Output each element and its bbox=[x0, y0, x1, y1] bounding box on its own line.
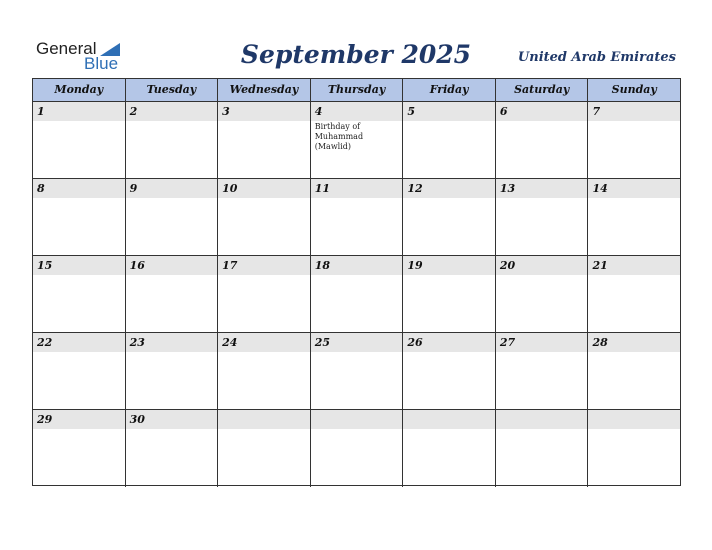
day-cell bbox=[310, 333, 403, 409]
weekday-header-row bbox=[33, 79, 680, 102]
day-cell bbox=[125, 102, 218, 178]
day-cell bbox=[402, 410, 495, 487]
day-number-band bbox=[218, 410, 310, 429]
day-cell bbox=[310, 410, 403, 487]
weekday-header: Friday bbox=[402, 79, 495, 101]
day-number-band bbox=[311, 102, 403, 121]
day-number-band bbox=[33, 102, 125, 121]
day-number: 18 bbox=[314, 259, 331, 272]
day-number: 22 bbox=[37, 336, 53, 349]
day-cell bbox=[310, 102, 403, 178]
day-number: 30 bbox=[129, 413, 145, 426]
country-name: United Arab Emirates bbox=[517, 50, 676, 65]
day-number: 19 bbox=[407, 259, 423, 272]
weekday-header: Wednesday bbox=[217, 79, 310, 101]
day-number-band bbox=[403, 410, 495, 429]
day-number: 5 bbox=[407, 105, 415, 118]
week-row bbox=[33, 256, 680, 333]
day-cell bbox=[310, 256, 403, 332]
day-cell bbox=[217, 256, 310, 332]
calendar-grid bbox=[32, 78, 681, 486]
day-number-band bbox=[496, 410, 588, 429]
day-number: 11 bbox=[314, 182, 331, 195]
weekday-header: Thursday bbox=[310, 79, 403, 101]
day-number-band bbox=[588, 410, 680, 429]
day-number: 14 bbox=[592, 182, 608, 195]
day-cell bbox=[402, 256, 495, 332]
day-cell bbox=[495, 102, 588, 178]
day-cell bbox=[125, 179, 218, 255]
day-cell bbox=[587, 333, 680, 409]
day-number: 16 bbox=[129, 259, 145, 272]
weekday-header: Tuesday bbox=[125, 79, 218, 101]
week-row bbox=[33, 333, 680, 410]
day-number: 6 bbox=[499, 105, 508, 118]
day-cell bbox=[587, 256, 680, 332]
day-cell bbox=[587, 102, 680, 178]
weeks-container bbox=[33, 102, 680, 487]
day-number: 12 bbox=[407, 182, 423, 195]
week-row bbox=[33, 102, 680, 179]
day-number: 1 bbox=[37, 105, 45, 118]
holiday-event: Birthday of Muhammad (Mawlid) bbox=[314, 122, 364, 151]
day-number: 23 bbox=[129, 336, 145, 349]
day-number-band bbox=[126, 179, 218, 198]
week-row bbox=[33, 410, 680, 487]
day-cell bbox=[402, 179, 495, 255]
day-cell bbox=[217, 333, 310, 409]
day-cell bbox=[217, 179, 310, 255]
day-number-band bbox=[126, 102, 218, 121]
day-cell bbox=[217, 102, 310, 178]
day-cell bbox=[33, 410, 125, 487]
day-cell bbox=[495, 410, 588, 487]
day-cell bbox=[125, 333, 218, 409]
day-cell bbox=[402, 333, 495, 409]
day-number: 10 bbox=[222, 182, 238, 195]
day-number: 28 bbox=[592, 336, 608, 349]
day-number: 25 bbox=[314, 336, 331, 349]
day-number-band bbox=[218, 102, 310, 121]
day-number: 26 bbox=[407, 336, 423, 349]
logo-text-general: General bbox=[36, 39, 97, 58]
day-number: 17 bbox=[222, 259, 238, 272]
day-cell bbox=[33, 256, 125, 332]
day-number: 15 bbox=[37, 259, 53, 272]
day-number: 9 bbox=[129, 182, 138, 195]
day-cell bbox=[310, 179, 403, 255]
weekday-header: Saturday bbox=[495, 79, 588, 101]
day-cell bbox=[587, 410, 680, 487]
day-number-band bbox=[403, 102, 495, 121]
day-cell bbox=[495, 333, 588, 409]
day-cell bbox=[33, 333, 125, 409]
day-number: 29 bbox=[37, 413, 53, 426]
weekday-header: Sunday bbox=[587, 79, 680, 101]
day-number-band bbox=[33, 179, 125, 198]
logo-text-blue: Blue bbox=[84, 54, 119, 73]
day-number: 4 bbox=[314, 105, 323, 118]
day-number: 8 bbox=[37, 182, 45, 195]
day-cell bbox=[217, 410, 310, 487]
day-number: 13 bbox=[499, 182, 516, 195]
day-cell bbox=[402, 102, 495, 178]
day-cell bbox=[495, 179, 588, 255]
day-number: 27 bbox=[499, 336, 516, 349]
day-number: 7 bbox=[592, 105, 601, 118]
day-cell bbox=[125, 256, 218, 332]
day-number: 24 bbox=[222, 336, 238, 349]
day-number-band bbox=[588, 102, 680, 121]
week-row bbox=[33, 179, 680, 256]
day-number-band bbox=[496, 102, 588, 121]
day-number-band bbox=[311, 410, 403, 429]
day-cell bbox=[125, 410, 218, 487]
day-cell bbox=[495, 256, 588, 332]
day-cell bbox=[33, 102, 125, 178]
calendar-title: September 2025 bbox=[240, 40, 472, 69]
weekday-header: Monday bbox=[54, 83, 104, 96]
day-cell bbox=[33, 179, 125, 255]
day-number: 20 bbox=[499, 259, 516, 272]
day-number: 3 bbox=[222, 105, 230, 118]
day-number: 2 bbox=[129, 105, 138, 118]
generalblue-logo bbox=[36, 40, 128, 74]
day-number: 21 bbox=[592, 259, 608, 272]
day-cell bbox=[587, 179, 680, 255]
